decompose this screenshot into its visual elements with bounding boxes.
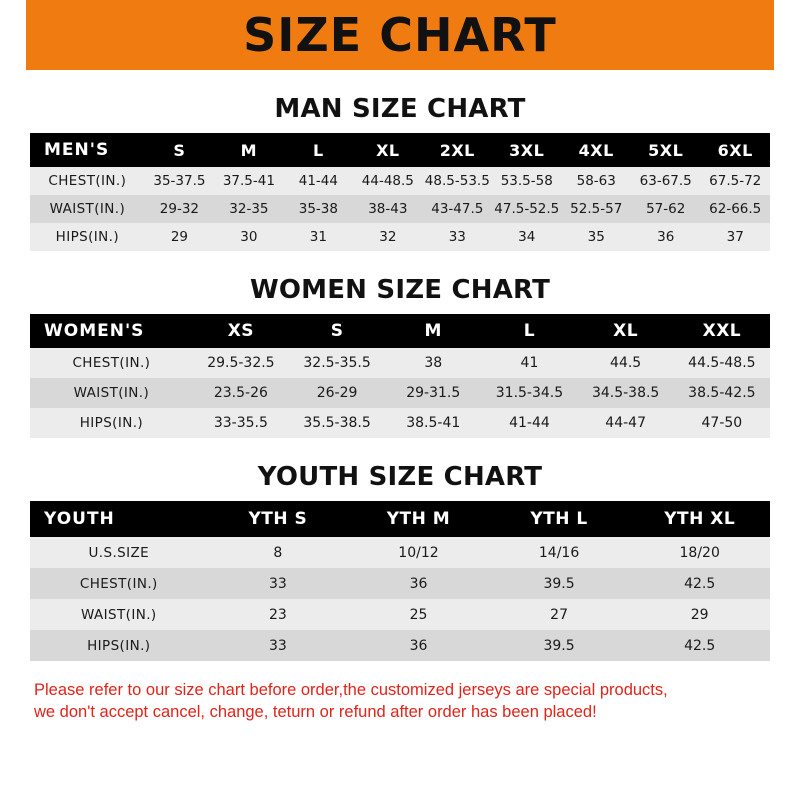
table-cell: 36 <box>409 637 428 654</box>
table-cell: 34 <box>518 229 536 245</box>
table-cell: 44.5 <box>610 355 642 371</box>
table-row <box>30 630 770 661</box>
column-header: XL <box>613 321 639 341</box>
section-title-women: WOMEN SIZE CHART <box>249 275 551 305</box>
table-cell: 44-48.5 <box>361 173 414 189</box>
table-cell: 36 <box>409 575 428 592</box>
column-header: S <box>173 140 186 160</box>
table-cell: 35 <box>587 229 605 245</box>
table-cell: 44-47 <box>605 415 646 431</box>
table-header-row <box>30 314 770 348</box>
table-cell: 29.5-32.5 <box>207 355 275 371</box>
table-cell: 33-35.5 <box>213 415 268 431</box>
table-cell: 33 <box>448 229 466 245</box>
column-header: 6XL <box>717 140 753 160</box>
section-youth-size-chart <box>30 452 770 661</box>
table-cell: 44.5-48.5 <box>688 355 756 371</box>
table-row <box>30 223 770 251</box>
table-cell: 38-43 <box>368 201 408 217</box>
table-cell: 53.5-58 <box>500 173 553 189</box>
table-cell: 41-44 <box>509 415 550 431</box>
table-cell: 23.5-26 <box>213 385 268 401</box>
column-header: 5XL <box>648 140 684 160</box>
row-label: WAIST(IN.) <box>81 606 157 623</box>
column-header: 3XL <box>509 140 545 160</box>
table-cell: 32.5-35.5 <box>303 355 371 371</box>
table-cell: 33 <box>268 637 287 654</box>
table-cell: 37 <box>726 229 744 245</box>
table-cell: 39.5 <box>543 575 575 592</box>
table-cell: 31.5-34.5 <box>495 385 564 401</box>
table-cell: 63-67.5 <box>639 173 692 189</box>
table-cell: 62-66.5 <box>709 201 762 217</box>
header-banner <box>0 0 800 70</box>
row-label: CHEST(IN.) <box>72 355 151 371</box>
table-cell: 35-38 <box>298 201 338 217</box>
table-cell: 27 <box>550 606 568 623</box>
table-man-size <box>30 133 770 251</box>
table-cell: 30 <box>240 229 258 245</box>
table-cell: 25 <box>409 606 428 623</box>
table-cell: 23 <box>268 606 287 623</box>
table-cell: 29-31.5 <box>406 385 461 401</box>
table-cell: 29 <box>690 606 709 623</box>
section-title-youth: YOUTH SIZE CHART <box>257 462 543 492</box>
column-header: YTH S <box>248 509 308 529</box>
table-cell: 42.5 <box>684 575 716 592</box>
table-cell: 26-29 <box>316 385 358 401</box>
table-cell: 67.5-72 <box>709 173 762 189</box>
table-cell: 33 <box>268 575 287 592</box>
column-header: S <box>330 321 344 341</box>
row-label: WAIST(IN.) <box>49 201 126 217</box>
table-row <box>30 408 770 438</box>
table-cell: 36 <box>657 229 675 245</box>
table-cell: 18/20 <box>679 544 720 561</box>
column-header: YTH M <box>386 509 451 529</box>
table-cell: 29-32 <box>159 201 200 217</box>
table-cell: 38 <box>424 355 443 371</box>
row-label: CHEST(IN.) <box>79 575 158 592</box>
table-row <box>30 568 770 599</box>
column-header: MEN'S <box>44 140 110 160</box>
table-cell: 41-44 <box>298 173 338 189</box>
table-cell: 31 <box>309 229 327 245</box>
column-header: M <box>424 321 442 341</box>
table-header-row <box>30 133 770 167</box>
disclaimer-note <box>30 675 770 734</box>
column-header: L <box>313 140 324 160</box>
table-cell: 32 <box>379 229 397 245</box>
note-line-1: Please refer to our size chart before order,the customized jerseys are special products, <box>34 681 668 699</box>
section-man-size-chart <box>30 84 770 251</box>
table-cell: 39.5 <box>543 637 575 654</box>
table-cell: 57-62 <box>646 201 686 217</box>
table-cell: 29 <box>170 229 189 245</box>
column-header: L <box>523 321 536 341</box>
column-header: YTH XL <box>664 509 736 529</box>
column-header: 4XL <box>578 140 614 160</box>
table-row <box>30 167 770 195</box>
section-women-size-chart <box>30 265 770 438</box>
table-row <box>30 348 770 378</box>
table-cell: 8 <box>273 544 283 561</box>
table-cell: 10/12 <box>398 544 439 561</box>
row-label: WAIST(IN.) <box>73 385 150 401</box>
row-label: HIPS(IN.) <box>87 637 151 654</box>
note-line-2: we don't accept cancel, change, teturn or refund after order has been placed! <box>34 703 597 722</box>
column-header: XXL <box>702 321 742 341</box>
row-label: U.S.SIZE <box>88 544 150 561</box>
table-cell: 38.5-41 <box>406 415 461 431</box>
table-cell: 41 <box>520 355 539 371</box>
table-cell: 38.5-42.5 <box>688 385 756 401</box>
table-cell: 47-50 <box>701 415 743 431</box>
table-cell: 14/16 <box>538 544 580 561</box>
table-cell: 43-47.5 <box>431 201 484 217</box>
table-cell: 32-35 <box>229 201 269 217</box>
column-header: M <box>240 140 258 160</box>
section-title-man: MAN SIZE CHART <box>274 94 526 124</box>
table-row <box>30 537 770 568</box>
column-header: XS <box>227 321 255 341</box>
main-content <box>0 70 800 800</box>
table-cell: 37.5-41 <box>222 173 275 189</box>
table-cell: 48.5-53.5 <box>424 173 490 189</box>
table-header-row <box>30 501 770 537</box>
table-row <box>30 195 770 223</box>
table-women-size <box>30 314 770 438</box>
row-label: HIPS(IN.) <box>55 229 120 245</box>
table-cell: 58-63 <box>576 173 616 189</box>
table-cell: 34.5-38.5 <box>591 385 660 401</box>
row-label: CHEST(IN.) <box>48 173 127 189</box>
column-header: WOMEN'S <box>44 321 145 341</box>
table-row <box>30 378 770 408</box>
table-row <box>30 599 770 630</box>
column-header: YOUTH <box>44 509 115 529</box>
table-cell: 42.5 <box>684 637 716 654</box>
table-cell: 35.5-38.5 <box>303 415 371 431</box>
column-header: YTH L <box>530 509 588 529</box>
table-cell: 47.5-52.5 <box>494 201 560 217</box>
row-label: HIPS(IN.) <box>79 415 144 431</box>
table-youth-size <box>30 501 770 661</box>
column-header: XL <box>376 140 400 160</box>
page-title: SIZE CHART <box>243 8 557 62</box>
table-cell: 52.5-57 <box>570 201 623 217</box>
column-header: 2XL <box>439 140 475 160</box>
table-cell: 35-37.5 <box>153 173 206 189</box>
